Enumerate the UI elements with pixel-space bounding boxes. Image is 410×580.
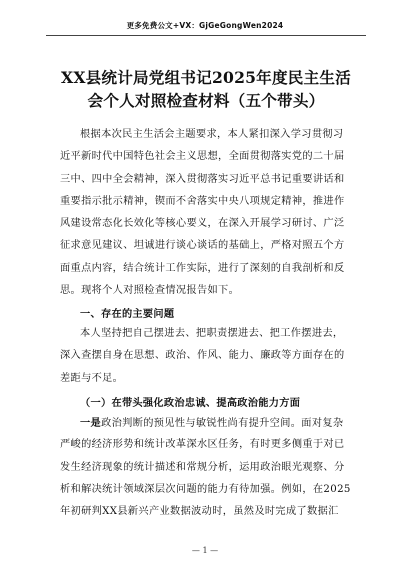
- paragraph-line: 严峻的经济形势和统计改革深水区任务，有时更多侧重于对已: [60, 439, 345, 451]
- subsection-heading: （一）在带头强化政治忠诚、提高政治能力方面: [80, 397, 301, 409]
- paragraph-line: 年初研判XX县新兴产业数据波动时，虽然及时完成了数据汇: [60, 506, 339, 518]
- paragraph-line: 本人坚持把自己摆进去、把职责摆进去、把工作摆进去，: [80, 328, 344, 339]
- paragraph-lead: 一是: [80, 417, 102, 429]
- subsection1-paragraph: [60, 412, 360, 523]
- paragraph-line: 深入查摆自身在思想、政治、作风、能力、廉政等方面存在的: [60, 350, 345, 362]
- document-title-line-1: XX县统计局党组书记2025年度民主生活: [61, 68, 351, 87]
- document-title-line-2: 会个人对照检查材料（五个带头）: [87, 91, 325, 110]
- paragraph-line: 思。现将个人对照检查情况报告如下。: [60, 285, 240, 297]
- intro-paragraph: [60, 124, 360, 302]
- paragraph-line: 三中、四中全会精神，深入贯彻落实习近平总书记重要讲话和: [60, 173, 345, 185]
- page-header: [0, 0, 410, 42]
- page-number: — 1 —: [191, 546, 219, 555]
- section1-paragraph: [60, 323, 360, 390]
- paragraph-line: 析和解决统计领域深层次问题的能力有待加强。例如，在2025: [60, 483, 351, 495]
- paragraph-line-text: 政治判断的预见性与敏锐性尚有提升空间。面对复杂: [101, 418, 344, 429]
- paragraph-line: 面重点内容，结合统计工作实际，进行了深刻的自我剖析和反: [60, 262, 345, 274]
- header-watermark-text: 更多免费公文+VX：GjGeGongWen2024: [126, 21, 284, 30]
- paragraph-line: 根据本次民主生活会主题要求，本人紧扣深入学习贯彻习: [80, 129, 344, 140]
- header-divider: [46, 35, 366, 36]
- paragraph-line: 发生经济现象的统计描述和常规分析，运用政治眼光观察、分: [60, 461, 345, 473]
- section-heading: 一、存在的主要问题: [80, 309, 175, 320]
- paragraph-line: 差距与不足。: [60, 372, 124, 384]
- paragraph-line: 重要指示批示精神，锲而不舍落实中央八项规定精神，推进作: [60, 195, 345, 207]
- paragraph-line: [60, 412, 360, 434]
- paragraph-line: 征求意见建议、坦诚进行谈心谈话的基础上，严格对照五个方: [60, 240, 345, 252]
- paragraph-line: 近平新时代中国特色社会主义思想，全面贯彻落实党的二十届: [60, 151, 345, 163]
- paragraph-line: 风建设常态化长效化等核心要义，在深入开展学习研讨、广泛: [60, 218, 345, 230]
